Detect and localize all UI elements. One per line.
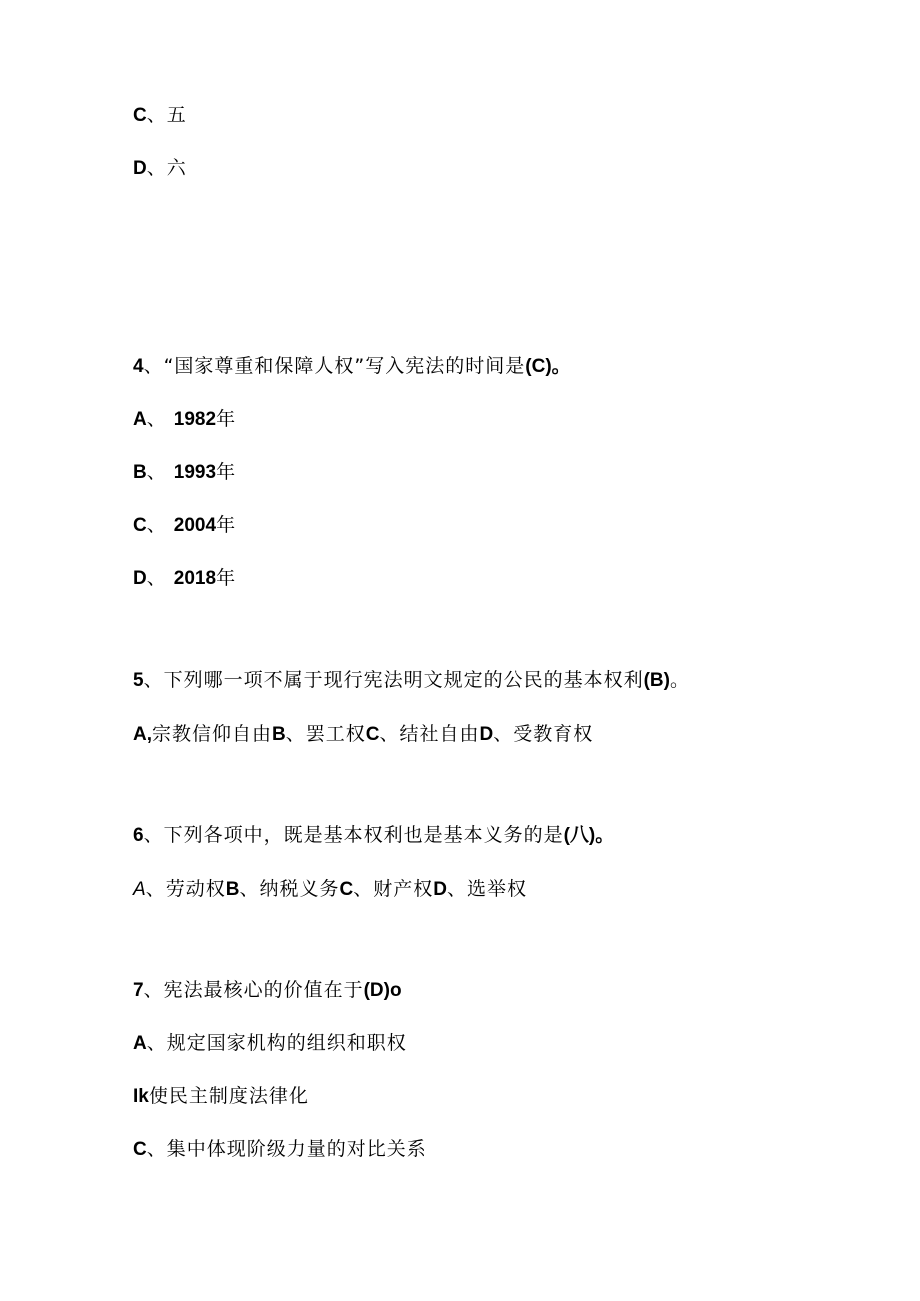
option-letter: D	[433, 879, 447, 900]
q4-option-c	[133, 513, 236, 538]
option-text: 、纳税义务	[239, 878, 340, 900]
q3-option-d	[133, 156, 187, 181]
q7-option-c	[133, 1137, 427, 1162]
option-year: 2004	[173, 515, 217, 536]
option-letter: Ik	[133, 1086, 149, 1107]
option-letter: C	[133, 515, 147, 536]
option-year: 2018	[173, 568, 217, 589]
option-letter: C	[133, 1139, 147, 1160]
option-letter: C	[133, 105, 147, 126]
option-year: 1982	[173, 409, 217, 430]
option-unit: 年	[216, 408, 237, 430]
q6-stem	[133, 823, 614, 848]
q4-option-a	[133, 407, 236, 432]
question-number: 4	[133, 356, 144, 377]
option-text: 、集中体现阶级力量的对比关系	[146, 1138, 427, 1160]
question-number: 5	[133, 670, 144, 691]
option-unit: 年	[216, 567, 237, 589]
q7-stem	[133, 978, 402, 1003]
question-number: 7	[133, 980, 144, 1001]
question-text: 、下列哪一项不属于现行宪法明文规定的公民的基本权利	[143, 669, 644, 691]
question-answer: (B)	[643, 670, 670, 691]
question-text: 、宪法最核心的价值在于	[143, 979, 364, 1001]
option-text: 、受教育权	[493, 723, 594, 745]
option-text: 、罢工权	[285, 723, 366, 745]
option-letter: A,	[133, 724, 152, 745]
option-letter: D	[133, 568, 147, 589]
question-answer: (D)o	[363, 980, 402, 1001]
option-sep: 、	[146, 514, 174, 536]
question-answer: (八)。	[563, 825, 615, 846]
option-sep: 、	[146, 461, 174, 483]
q3-option-c	[133, 103, 187, 128]
option-letter: B	[272, 724, 286, 745]
q7-option-a	[133, 1031, 407, 1056]
question-text-end: 。	[669, 669, 690, 691]
q7-option-b	[133, 1084, 309, 1109]
option-text: 、劳动权	[145, 878, 226, 900]
question-number: 6	[133, 825, 144, 846]
option-letter: C	[365, 724, 380, 745]
question-answer: (C)。	[525, 356, 571, 377]
option-unit: 年	[216, 461, 237, 483]
option-letter: A	[133, 409, 147, 430]
option-letter: D	[133, 158, 147, 179]
option-unit: 年	[216, 514, 237, 536]
option-text: 、规定国家机构的组织和职权	[146, 1032, 407, 1054]
option-text: 、选举权	[446, 878, 527, 900]
option-text: 、六	[146, 157, 187, 179]
option-text: 、财产权	[353, 878, 434, 900]
option-letter: B	[225, 879, 240, 900]
option-sep: 、	[146, 567, 174, 589]
q5-stem	[133, 668, 690, 693]
q4-option-b	[133, 460, 236, 485]
option-letter: D	[479, 724, 494, 745]
question-text: 、“国家尊重和保障人权”写入宪法的时间是	[143, 355, 526, 377]
q4-stem	[133, 354, 571, 379]
question-text: 、下列各项中，既是基本权利也是基本义务的是	[143, 824, 564, 846]
option-text: 、结社自由	[379, 723, 480, 745]
q5-options	[133, 722, 593, 747]
option-text: 使民主制度法律化	[148, 1085, 309, 1107]
option-text: 、五	[146, 104, 187, 126]
option-text: 宗教信仰自由	[152, 723, 273, 745]
option-year: 1993	[173, 462, 217, 483]
option-letter: C	[339, 879, 354, 900]
q6-options	[133, 877, 527, 902]
option-letter: A	[133, 1033, 147, 1054]
option-letter: B	[133, 462, 147, 483]
q4-option-d	[133, 566, 236, 591]
option-sep: 、	[146, 408, 174, 430]
option-letter: A	[133, 879, 146, 900]
